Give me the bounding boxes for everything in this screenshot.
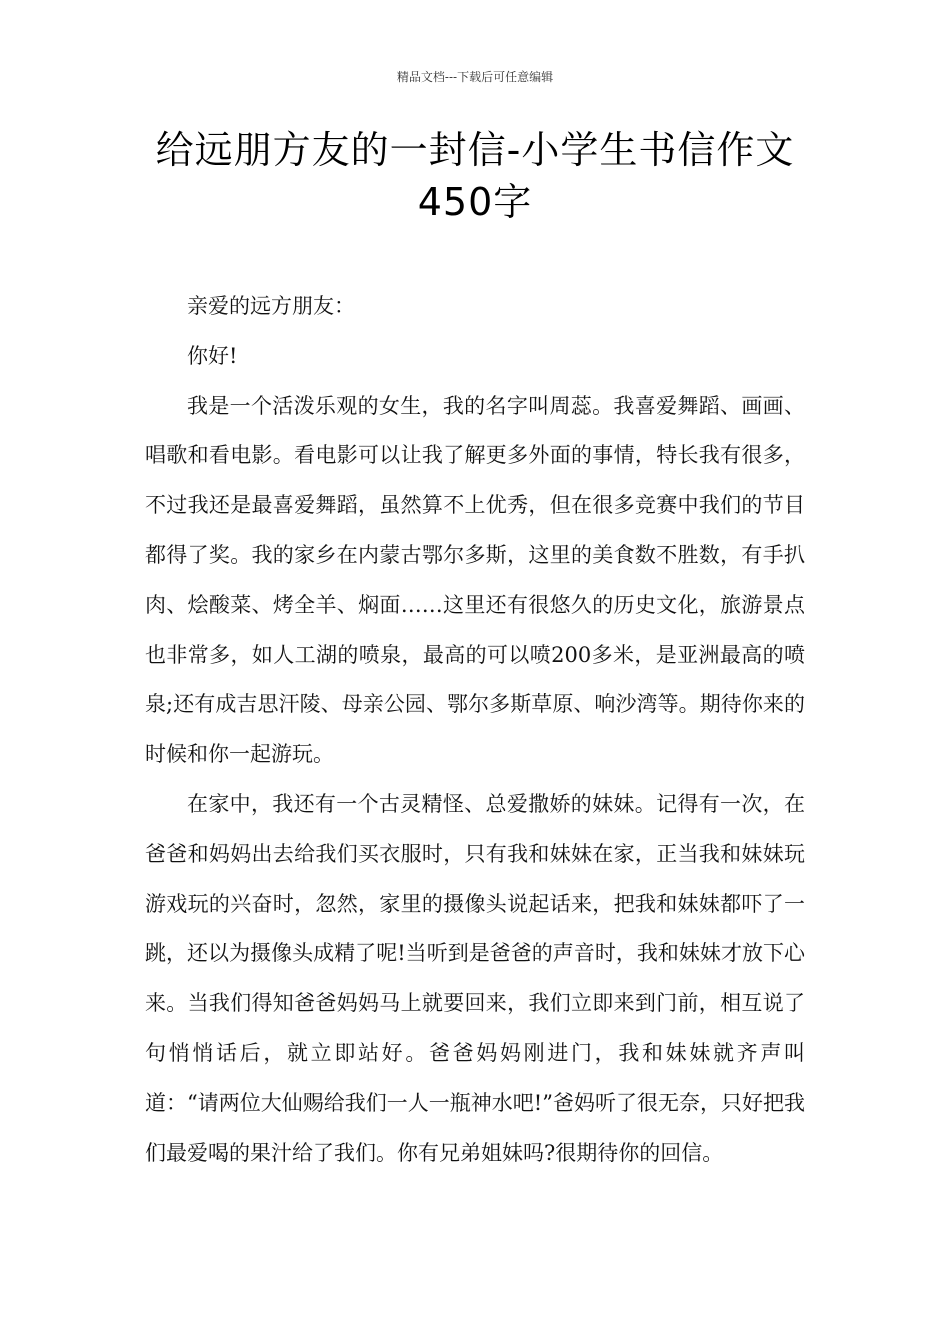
document-title (75, 124, 875, 228)
header-note: 精品文档---下载后可任意编辑 (396, 70, 554, 84)
paragraph-1: 我是一个活泼乐观的女生，我的名字叫周蕊。我喜爱舞蹈、画画、唱歌和看电影。看电影可以让我了解更多外面的事情，特长我有很多，不过我还是最喜爱舞蹈，虽然算不上优秀，但在很多竞赛中我们的节目都得了奖。我的家乡在内蒙古鄂尔多斯，这里的美食数不胜数，有手扒肉、烩酸菜、烤全羊、焖面……这里还有很悠久的历史文化，旅游景点也非常多，如人工湖的喷泉，最高的可以喷200多米，是亚洲最高的喷泉;还有成吉思汗陵、母亲公园、鄂尔多斯草原、响沙湾等。期待你来的时候和你一起游玩。 (145, 393, 805, 767)
greeting: 你好! (187, 343, 238, 368)
letter-body (145, 282, 805, 1178)
salutation: 亲爱的远方朋友： (187, 294, 355, 318)
paragraph-2: 在家中，我还有一个古灵精怪、总爱撒娇的妹妹。记得有一次，在爸爸和妈妈出去给我们买衣服时，只有我和妹妹在家，正当我和妹妹玩游戏玩的兴奋时，忽然，家里的摄像头说起话来，把我和妹妹都吓了一跳，还以为摄像头成精了呢!当听到是爸爸的声音时，我和妹妹才放下心来。当我们得知爸爸妈妈马上就要回来，我们立即来到门前，相互说了句悄悄话后，就立即站好。爸爸妈妈刚进门，我和妹妹就齐声叫道：“请两位大仙赐给我们一人一瓶神水吧!”爸妈听了很无奈，只好把我们最爱喝的果汁给了我们。你有兄弟姐妹吗?很期待你的回信。 (145, 791, 805, 1165)
title-line-2: 450字 (417, 180, 533, 224)
title-line-1: 给远朋方友的一封信-小学生书信作文 (155, 128, 795, 172)
